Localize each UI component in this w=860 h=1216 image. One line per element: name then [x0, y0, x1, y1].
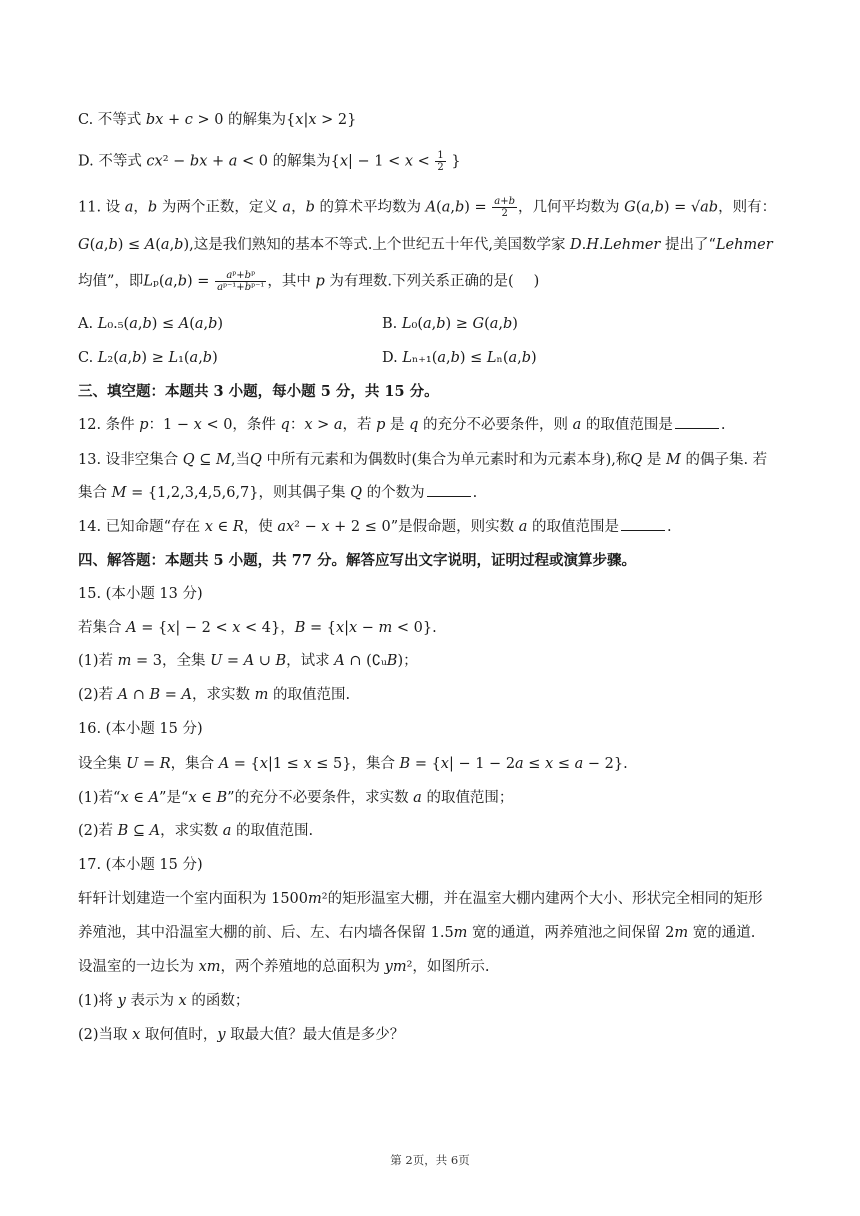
page-footer: 第 2页，共 6页 — [390, 1153, 470, 1167]
q17-line-3: 设温室的一边长为 𝑥𝑚，两个养殖地的总面积为 𝑦𝑚²，如图所示. — [78, 959, 490, 975]
q17-line-4: (1)将 𝑦 表示为 𝑥 的函数； — [78, 993, 250, 1009]
fraction — [215, 270, 266, 293]
answer-blank — [621, 518, 665, 531]
q17-line-1: 轩轩计划建造一个室内面积为 1500𝑚²的矩形温室大棚，并在温室大棚内建两个大小、形状完全相同的矩形 — [78, 891, 763, 907]
q16-line-2: (1)若“𝑥 ∈ 𝐴”是“𝑥 ∈ 𝐵”的充分不必要条件，求实数 𝑎 的取值范围； — [78, 790, 514, 806]
q11-text-b: ，几何平均数为 𝐺(𝑎,𝑏) = √𝑎𝑏，则有： — [518, 199, 777, 216]
fraction-numerator: 𝑎+𝑏 — [494, 196, 516, 207]
q16-heading: 16. (本小题 15 分) — [78, 721, 203, 737]
q11-option-c: C. 𝐿₂(𝑎,𝑏) ≥ 𝐿₁(𝑎,𝑏) — [78, 350, 218, 366]
q15-line-1: 若集合 𝐴 = {𝑥| − 2 < 𝑥 < 4}，𝐵 = {𝑥|𝑥 − 𝑚 < 0}. — [78, 620, 437, 636]
option-c-line: C. 不等式 𝑏𝑥 + 𝑐 > 0 的解集为{𝑥|𝑥 > 2} — [78, 112, 357, 128]
q11-option-a: A. 𝐿₀.₅(𝑎,𝑏) ≤ 𝐴(𝑎,𝑏) — [78, 316, 224, 332]
fraction-numerator: 𝑎ᵖ+𝑏ᵖ — [215, 270, 266, 282]
q11-line-3 — [78, 270, 539, 293]
q16-line-1: 设全集 𝑈 = 𝑅，集合 𝐴 = {𝑥|1 ≤ 𝑥 ≤ 5}，集合 𝐵 = {𝑥| − 1 − 2𝑎 ≤ 𝑥 ≤ 𝑎 − 2}. — [78, 756, 628, 772]
option-d-text: D. 不等式 𝑐𝑥² − 𝑏𝑥 + 𝑎 < 0 的解集为{𝑥| − 1 < 𝑥 < — [78, 153, 430, 170]
q12-line — [78, 415, 725, 435]
q15-heading: 15. (本小题 13 分) — [78, 586, 203, 602]
q14-line — [78, 517, 672, 537]
q17-heading: 17. (本小题 15 分) — [78, 857, 203, 873]
q17-line-5: (2)当取 𝑥 取何值时，𝑦 取最大值？最大值是多少？ — [78, 1027, 405, 1043]
option-d-close: } — [451, 153, 461, 170]
q11-line-1 — [78, 196, 776, 219]
fraction-denominator: 2 — [501, 208, 508, 219]
q13-line-2 — [78, 483, 477, 503]
fraction — [435, 150, 445, 173]
fraction-denominator: 𝑎ᵖ⁻¹+𝑏ᵖ⁻¹ — [217, 282, 265, 293]
q14-text: 14. 已知命题“存在 𝑥 ∈ 𝑅，使 𝑎𝑥² − 𝑥 + 2 ≤ 0”是假命题，则实数 𝑎 的取值范围是 — [78, 519, 619, 535]
q17-line-2: 养殖池，其中沿温室大棚的前、后、左、右内墙各保留 1.5𝑚 宽的通道，两养殖池之间保留 2𝑚 宽的通道. — [78, 925, 756, 941]
answer-blank — [675, 416, 719, 429]
q13-period: . — [472, 485, 478, 501]
q15-line-2: (1)若 𝑚 = 3，全集 𝑈 = 𝐴 ∪ 𝐵，试求 𝐴 ∩ (∁ᵤ𝐵)； — [78, 653, 418, 669]
q12-period: . — [720, 417, 726, 433]
q15-line-3: (2)若 𝐴 ∩ 𝐵 = 𝐴，求实数 𝑚 的取值范围. — [78, 687, 351, 703]
q11-line-2: 𝐺(𝑎,𝑏) ≤ 𝐴(𝑎,𝑏),这是我们熟知的基本不等式.上个世纪五十年代,美国数学家 𝐷.𝐻.𝐿𝑒ℎ𝑚𝑒𝑟 提出了“𝐿𝑒ℎ𝑚𝑒𝑟 — [78, 237, 773, 253]
q13-line-1: 13. 设非空集合 𝑄 ⊆ 𝑀,当𝑄 中所有元素和为偶数时(集合为单元素时和为元素本身),称𝑄 是 𝑀 的偶子集. 若 — [78, 452, 768, 468]
q11-text-c: 均值”，即𝐿ₚ(𝑎,𝑏) = — [78, 273, 210, 290]
fraction — [492, 196, 517, 219]
section-4-heading: 四、解答题：本题共 5 小题，共 77 分。解答应写出文字说明，证明过程或演算步骤。 — [78, 552, 636, 569]
section-3-heading: 三、填空题：本题共 3 小题，每小题 5 分，共 15 分。 — [78, 383, 439, 400]
q11-text-a: 11. 设 𝑎，𝑏 为两个正数，定义 𝑎，𝑏 的算术平均数为 𝐴(𝑎,𝑏) = — [78, 199, 487, 216]
option-d-line — [78, 150, 461, 173]
q11-option-b: B. 𝐿₀(𝑎,𝑏) ≥ 𝐺(𝑎,𝑏) — [382, 316, 518, 332]
fraction-denominator: 2 — [437, 162, 444, 173]
answer-blank — [427, 484, 471, 497]
q13-text: 集合 𝑀 = {1,2,3,4,5,6,7}，则其偶子集 𝑄 的个数为 — [78, 485, 425, 501]
q14-period: . — [667, 519, 672, 535]
q16-line-3: (2)若 𝐵 ⊆ 𝐴，求实数 𝑎 的取值范围. — [78, 823, 314, 839]
q12-text: 12. 条件 𝑝：1 − 𝑥 < 0，条件 𝑞：𝑥 > 𝑎，若 𝑝 是 𝑞 的充分不必要条件，则 𝑎 的取值范围是 — [78, 417, 673, 433]
q11-close-paren: ) — [533, 273, 540, 290]
q11-option-d: D. 𝐿ₙ₊₁(𝑎,𝑏) ≤ 𝐿ₙ(𝑎,𝑏) — [382, 350, 537, 366]
q11-text-d: ，其中 𝑝 为有理数.下列关系正确的是( — [267, 273, 514, 290]
fraction-numerator: 1 — [437, 150, 444, 161]
